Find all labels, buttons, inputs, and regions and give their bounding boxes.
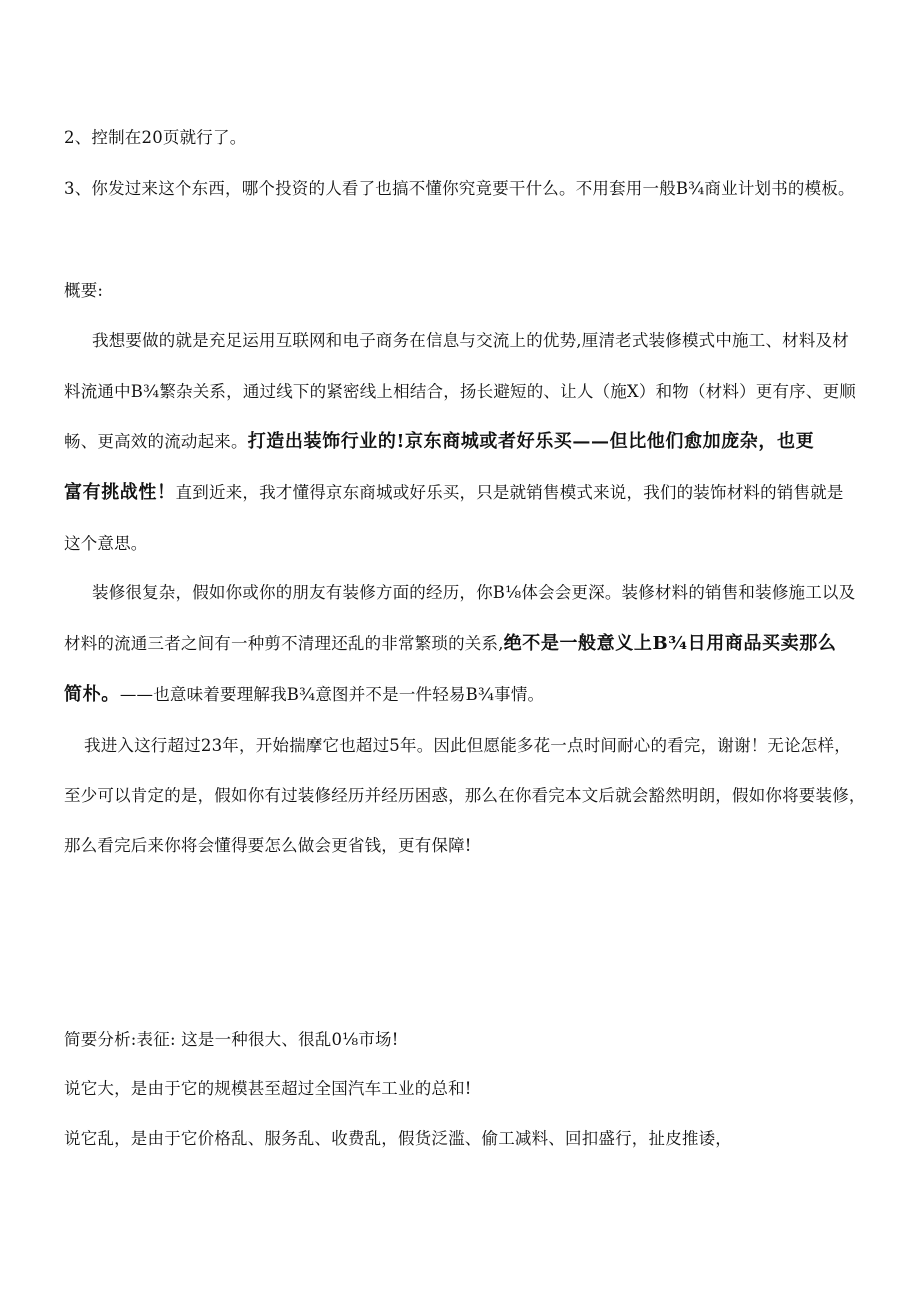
summary-p2-line2-emphasis: 绝不是一般意义上B¾日用商品买卖那么 (503, 633, 837, 654)
summary-p1-line3-normal: 畅、更高效的流动起来。 (64, 432, 248, 451)
analysis-line2: 说它乱，是由于它价格乱、服务乱、收费乱，假货泛滥、偷工减料、回扣盛行，扯皮推诿， (64, 1129, 732, 1148)
summary-p1-line3-emphasis: 打造出装饰行业的!京东商城或者好乐买——但比他们愈加庞杂，也更 (247, 431, 815, 452)
summary-p1-line4-normal: 直到近来，我才懂得京东商城或好乐买，只是就销售模式来说，我们的装饰材料的销售就是 (175, 483, 844, 502)
summary-p1-line4-emphasis: 富有挑战性！ (64, 482, 176, 503)
summary-p1-line3 (64, 430, 814, 454)
summary-p1-line2: 料流通中B¾繁杂关系，通过线下的紧密线上相结合，扬长避短的、让人（施X）和物（材料）更有序、更顺 (64, 382, 856, 401)
summary-p1-line4 (64, 481, 844, 505)
summary-p1-line5: 这个意思。 (64, 534, 148, 553)
analysis-heading: 简要分析:表征: (64, 1030, 176, 1049)
summary-heading: 概要: (64, 281, 104, 300)
list-item-3: 3、你发过来这个东西，哪个投资的人看了也搞不懂你究竟要干什么。不用套用一般B¾商业计划书的模板。 (64, 179, 855, 198)
summary-p2-line2 (64, 632, 836, 656)
summary-p3-line3: 那么看完后来你将会懂得要怎么做会更省钱，更有保障! (64, 836, 472, 855)
analysis-line1: 说它大，是由于它的规模甚至超过全国汽车工业的总和! (64, 1079, 472, 1098)
summary-p3-line2: 至少可以肯定的是，假如你有过装修经历并经历困惑，那么在你看完本文后就会豁然明朗，假如你将要装修， (64, 786, 866, 805)
summary-p2-line3-normal: ——也意味着要理解我B¾意图并不是一件轻易B¾事情。 (119, 685, 545, 704)
list-item-2: 2、控制在20页就行了。 (64, 128, 247, 147)
summary-p2-line3-emphasis: 简朴。 (64, 684, 120, 705)
summary-p2-line3 (64, 683, 544, 707)
summary-p1-line1: 我想要做的就是充足运用互联网和电子商务在信息与交流上的优势,厘清老式装修模式中施工、材料及材 (92, 331, 849, 350)
summary-p2-line1: 装修很复杂，假如你或你的朋友有装修方面的经历，你B⅛体会会更深。装修材料的销售和装修施工以及 (92, 583, 856, 602)
summary-p3-line1: 我进入这行超过23年，开始揣摩它也超过5年。因此但愿能多花一点时间耐心的看完，谢谢！无论怎样， (84, 736, 851, 755)
summary-p2-line2-normal: 材料的流通三者之间有一种剪不清理还乱的非常繁琐的关系, (64, 634, 504, 653)
analysis-heading-text: 这是一种很大、很乱0⅛市场! (181, 1030, 399, 1049)
analysis-heading-line (64, 1028, 399, 1052)
